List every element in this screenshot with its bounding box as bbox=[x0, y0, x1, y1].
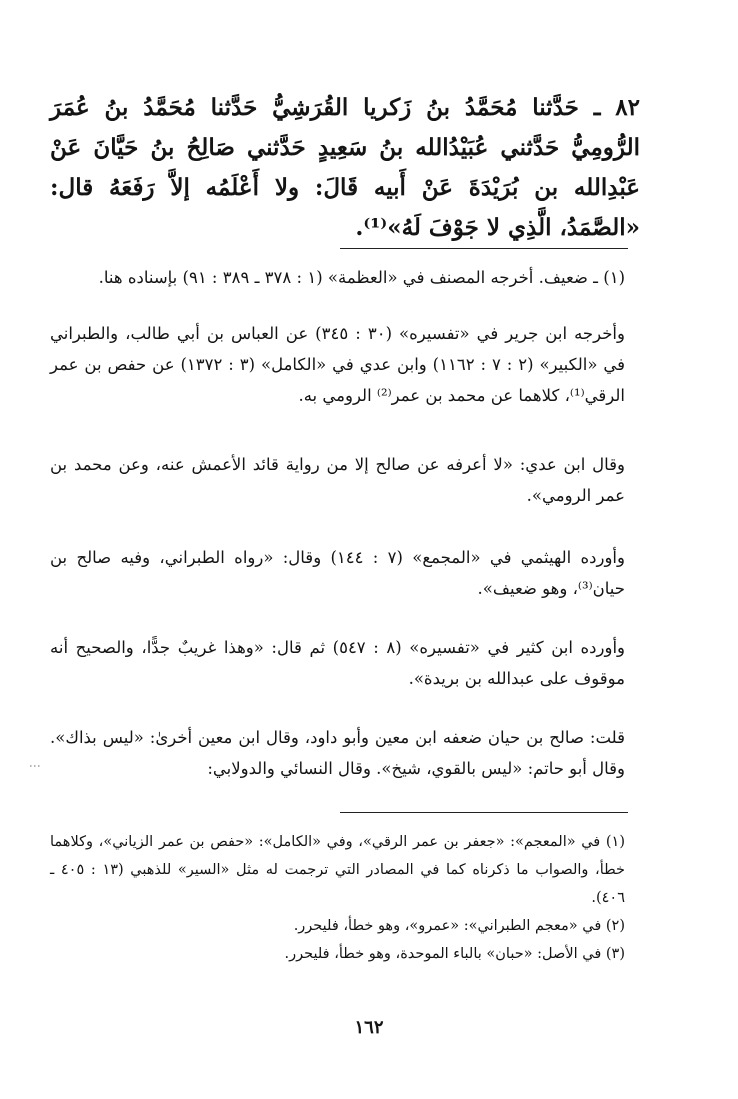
commentary-paragraph-2: وقال ابن عدي: «لا أعرفه عن صالح إلا من رواية قائد الأعمش عنه، وعن محمد بن عمر الرومي». bbox=[50, 455, 625, 505]
commentary-paragraph-3: وأورده الهيثمي في «المجمع» (٧ : ١٤٤) وقال: «رواه الطبراني، وفيه صالح بن حيان⁽³⁾، وهو ضعيف». bbox=[50, 548, 625, 598]
footnotes bbox=[50, 828, 625, 968]
footnote-1: (١) في «المعجم»: «جعفر بن عمر الرقي»، وفي «الكامل»: «حفص بن عمر الزياني»، وكلاهما خطأ، والصواب ما ذكرناه كما في المصادر التي ترجمت له مثل «السير» للذهبي (١٣ : ٤٠٥ ـ ٤٠٦). bbox=[50, 834, 625, 906]
commentary-paragraph-5: قلت: صالح بن حيان ضعفه ابن معين وأبو داود، وقال ابن معين أخرىٰ: «ليس بذاك». وقال أبو حاتم: «ليس بالقوي، شيخ». وقال النسائي والدولابي: bbox=[50, 728, 625, 778]
margin-mark: ⋮ bbox=[28, 760, 42, 772]
footnote-2: (٢) في «معجم الطبراني»: «عمرو»، وهو خطأ، فليحرر. bbox=[293, 918, 625, 934]
footnote-separator-top bbox=[340, 248, 628, 249]
main-footnote: (١) ـ ضعيف. أخرجه المصنف في «العظمة» (١ : ٣٧٨ ـ ٣٨٩ : ٩١) بإسناده هنا. bbox=[98, 268, 625, 287]
footnote-separator-bottom bbox=[340, 812, 628, 813]
page-number: ١٦٢ bbox=[354, 1017, 384, 1038]
commentary-paragraph-1: وأخرجه ابن جرير في «تفسيره» (٣٠ : ٣٤٥) عن العباس بن أبي طالب، والطبراني في «الكبير» (٢ : ٧ : ١١٦٢) وابن عدي في «الكامل» (٣ : ١٣٧٢) عن حفص بن عمر الرقي⁽¹⁾، كلاهما عن محمد بن عمر⁽²⁾ الرومي به. bbox=[50, 324, 625, 405]
hadith-text: ٨٢ ـ حَدَّثنا مُحَمَّدُ بنُ زَكريا القُرَشِيُّ حَدَّثنا مُحَمَّدُ بنُ عُمَرَ الرُّومِيُّ حَدَّثني عُبَيْدُالله بنُ سَعِيدٍ حَدَّثني صَالِحُ بنُ حَيَّانَ عَنْ عَبْدِالله بن بُرَيْدَةَ عَنْ أَبيه قَالَ: ولا أَعْلَمُه إلاَّ رَفَعَهُ قال: «الصَّمَدُ، الَّذِي لا جَوْفَ لَهُ»⁽¹⁾. bbox=[50, 94, 640, 241]
footnote-3: (٣) في الأصل: «حبان» بالباء الموحدة، وهو خطأ، فليحرر. bbox=[284, 946, 625, 962]
commentary-paragraph-4: وأورده ابن كثير في «تفسيره» (٨ : ٥٤٧) ثم قال: «وهذا غريبٌ جدًّا، والصحيح أنه موقوف على عبدالله بن بريدة». bbox=[50, 638, 625, 688]
